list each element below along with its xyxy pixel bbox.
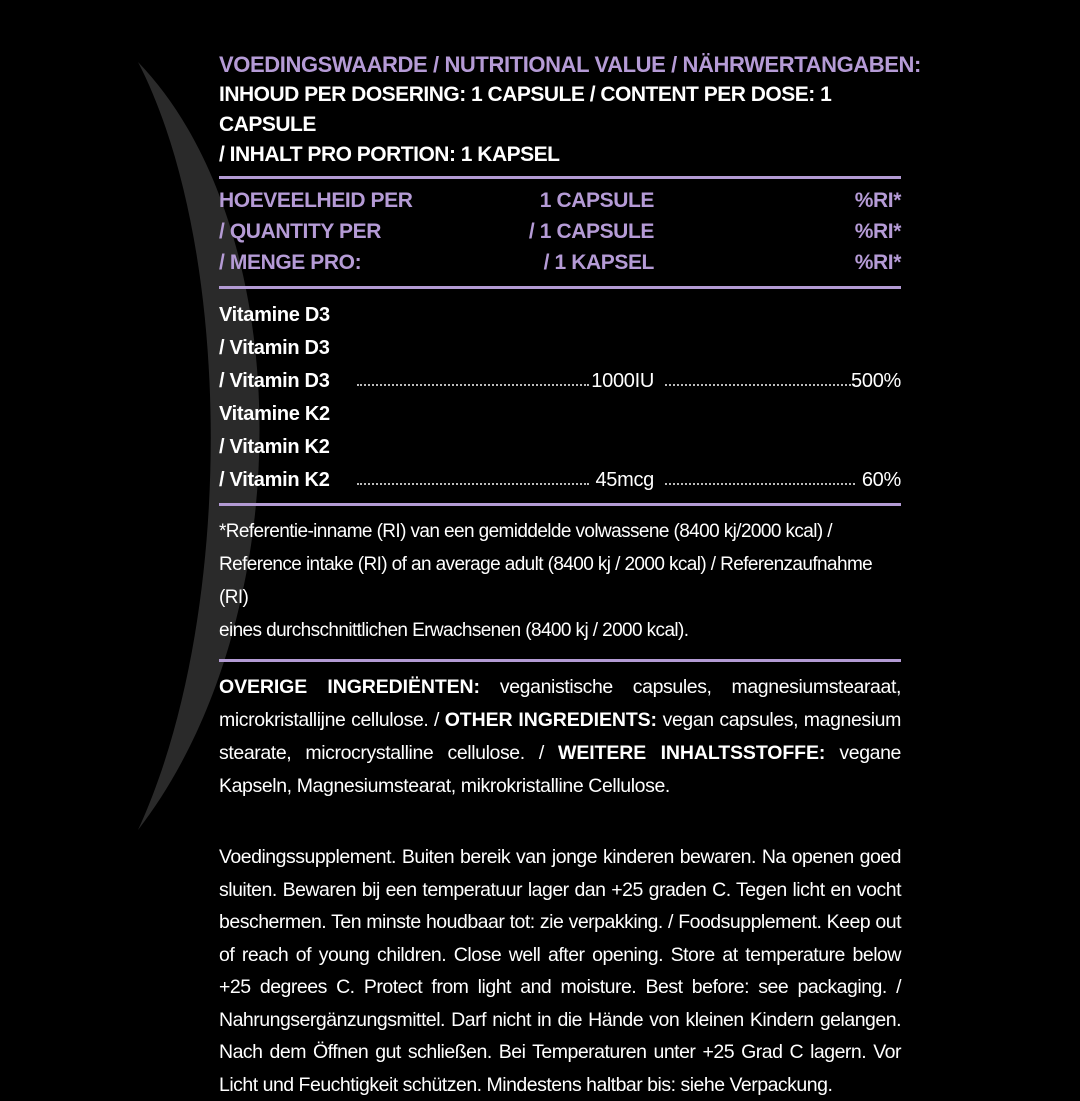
- dotted-leader: [357, 384, 589, 386]
- nutrient-value-line: [219, 365, 901, 398]
- nutrition-title: VOEDINGSWAARDE / NUTRITIONAL VALUE / NÄHRWERTANGABEN:: [219, 52, 921, 77]
- dotted-leader: [665, 483, 855, 485]
- quantity-header-row: [219, 218, 901, 249]
- ri-footnote: [219, 515, 901, 647]
- nutrient-ri: 500%: [851, 370, 901, 392]
- divider: [219, 286, 901, 289]
- quantity-label: / MENGE PRO:: [219, 251, 362, 274]
- divider: [219, 176, 901, 179]
- nutrient-name: Vitamine D3: [219, 304, 330, 326]
- nutrient-amount: 1000IU: [591, 370, 654, 392]
- ingredients-label-en: OTHER INGREDIENTS:: [444, 709, 657, 731]
- ingredients-label-nl: OVERIGE INGREDIËNTEN:: [219, 676, 480, 698]
- quantity-header-row: [219, 249, 901, 280]
- quantity-label: HOEVEELHEID PER: [219, 189, 413, 212]
- quantity-amount: 1 CAPSULE: [539, 189, 654, 212]
- nutrient-name: / Vitamin K2: [219, 469, 330, 491]
- nutrient-name: / Vitamin D3: [219, 337, 330, 359]
- nutrient-ri: 60%: [861, 469, 901, 491]
- footnote-line: Reference intake (RI) of an average adult (8400 kj / 2000 kcal) / Referenzaufnahme (RI): [219, 554, 873, 608]
- nutrient-name-line: [219, 332, 901, 365]
- quantity-header-row: [219, 187, 901, 218]
- ingredients-text-en: vegan capsules, magnesium stearate, microcrystalline cellulose. /: [219, 709, 901, 764]
- nutrient-name: Vitamine K2: [219, 403, 330, 425]
- nutrient-name: / Vitamin D3: [219, 370, 330, 392]
- dotted-leader: [357, 483, 589, 485]
- quantity-amount: / 1 KAPSEL: [543, 251, 654, 274]
- nutrient-amount: 45mcg: [595, 469, 654, 491]
- nutrient-name-line: [219, 299, 901, 332]
- nutrient-name-line: [219, 431, 901, 464]
- quantity-header-table: [219, 187, 901, 280]
- nutrient-name-line: [219, 398, 901, 431]
- footnote-line: *Referentie-inname (RI) van een gemiddelde volwassene (8400 kj/2000 kcal) /: [219, 521, 832, 542]
- quantity-ri: %RI*: [854, 220, 901, 243]
- other-ingredients: [219, 671, 901, 803]
- dose-info-line-2: / INHALT PRO PORTION: 1 KAPSEL: [219, 143, 560, 166]
- quantity-ri: %RI*: [854, 251, 901, 274]
- ingredients-label-de: WEITERE INHALTSSTOFFE:: [558, 742, 826, 764]
- ingredients-text-nl: veganistische capsules, magnesiumstearaat, microkristallijne cellulose. /: [219, 676, 901, 731]
- footnote-line: eines durchschnittlichen Erwachsenen (8400 kj / 2000 kcal).: [219, 620, 689, 641]
- divider: [219, 659, 901, 662]
- quantity-ri: %RI*: [854, 189, 901, 212]
- divider: [219, 503, 901, 506]
- ingredients-text-de: vegane Kapseln, Magnesiumstearat, mikrokristalline Cellulose.: [219, 742, 901, 797]
- nutrient-name: / Vitamin K2: [219, 436, 330, 458]
- quantity-label: / QUANTITY PER: [219, 220, 382, 243]
- nutrient-value-line: [219, 464, 901, 497]
- usage-warnings: Voedingssupplement. Buiten bereik van jonge kinderen bewaren. Na openen goed sluiten. Bewaren bij een temperatuur lager dan +25 graden C. Tegen licht en vocht beschermen. Ten minste houdbaar tot: zie verpakking. / Foodsupplement. Keep out of reach of young children. Close well after opening. Store at temperature below +25 degrees C. Protect from light and moisture. Best before: see packaging. / Nahrungsergänzungsmittel. Darf nicht in die Hände von kleinen Kindern gelangen. Nach dem Öffnen gut schließen. Bei Temperaturen unter +25 Grad C lagern. Vor Licht und Feuchtigkeit schützen. Mindestens haltbar bis: siehe Verpackung.: [219, 846, 901, 1096]
- nutrition-label: [219, 50, 921, 1101]
- dotted-leader: [665, 384, 855, 386]
- quantity-amount: / 1 CAPSULE: [528, 220, 654, 243]
- dose-info-line-1: INHOUD PER DOSERING: 1 CAPSULE / CONTENT PER DOSE: 1 CAPSULE: [219, 83, 832, 136]
- nutrient-list: [219, 299, 901, 497]
